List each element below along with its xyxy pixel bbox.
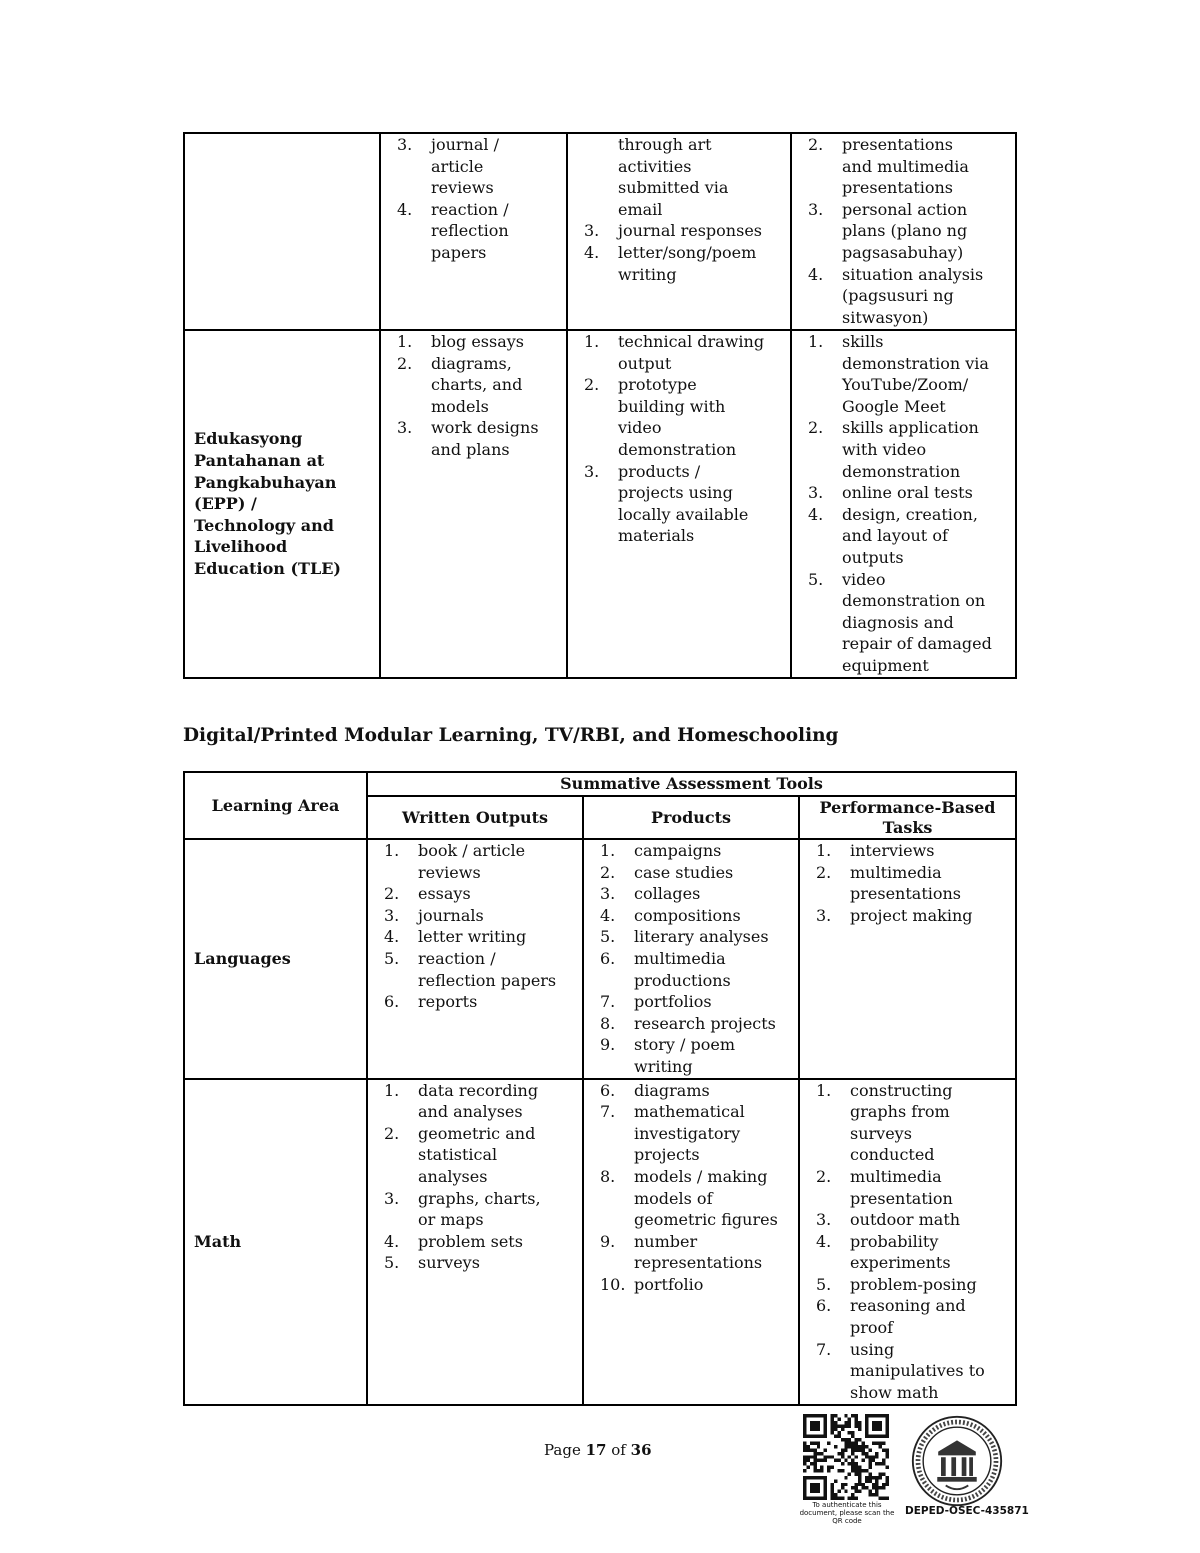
item-number: 9.	[600, 1035, 616, 1055]
item-number: 3.	[384, 905, 400, 925]
item-text-line: plans (plano ng	[842, 221, 968, 241]
item-text-line: multimedia	[634, 948, 726, 968]
list-item	[584, 862, 798, 884]
item-number: 3.	[816, 905, 832, 925]
qr-code-icon[interactable]	[803, 1414, 889, 1500]
performance-tasks-cell	[799, 1079, 1016, 1405]
item-text-line: (pagsusuri ng	[842, 286, 954, 306]
item-number: 1.	[397, 332, 413, 351]
header-learning-area: Learning Area	[184, 772, 367, 839]
item-text-line: presentations	[842, 135, 954, 154]
item-text-line: and plans	[431, 439, 510, 459]
list-item	[381, 331, 566, 353]
item-text-line: productions	[634, 970, 731, 990]
item-text-line: experiments	[850, 1253, 951, 1273]
item-text-line: prototype	[618, 375, 697, 395]
list-item	[368, 926, 582, 948]
list-item	[584, 991, 798, 1013]
item-text-line: analyses	[418, 1166, 488, 1186]
list-item	[584, 926, 798, 948]
item-text-line: presentations	[850, 884, 962, 904]
item-text-line: reasoning and	[850, 1296, 966, 1316]
section-heading: Digital/Printed Modular Learning, TV/RBI, and Homeschooling	[183, 725, 839, 746]
list-item	[568, 220, 790, 242]
list-item	[584, 1080, 798, 1102]
list-item	[584, 1013, 798, 1035]
item-number: 2.	[584, 375, 600, 395]
learning-area-languages: Languages	[184, 839, 367, 1079]
item-text-line: interviews	[850, 841, 935, 860]
item-text-line: outputs	[842, 547, 904, 567]
item-number: 1.	[816, 841, 832, 860]
written-outputs-cell	[367, 839, 583, 1079]
item-text-line: probability	[850, 1231, 939, 1251]
item-text-line: blog essays	[431, 332, 524, 351]
item-text-line: skills application	[842, 418, 979, 438]
list-item	[381, 417, 566, 460]
list-item	[568, 242, 790, 285]
list-item	[368, 1080, 582, 1123]
document-code: DEPED-OSEC-435871	[905, 1505, 1029, 1517]
item-text-line: work designs	[431, 418, 539, 438]
list-item	[584, 948, 798, 991]
item-text-line: diagrams	[634, 1080, 710, 1100]
item-text-line: graphs from	[850, 1102, 950, 1122]
list-item	[800, 1274, 1015, 1296]
item-text-line: Google Meet	[842, 396, 946, 416]
item-text-line: skills	[842, 332, 884, 351]
list-item	[584, 840, 798, 862]
item-text-line: materials	[618, 526, 695, 546]
item-text-line: technical drawing	[618, 332, 765, 351]
header-performance-tasks	[799, 796, 1016, 839]
item-number: 7.	[816, 1339, 832, 1359]
item-text-line: literary analyses	[634, 927, 769, 947]
item-text-line: presentations	[842, 178, 954, 198]
item-number: 5.	[384, 948, 400, 968]
item-text-line: demonstration	[842, 461, 961, 481]
products-cell	[567, 133, 791, 330]
text-line: Edukasyong	[194, 429, 303, 449]
item-text-line: article	[431, 156, 484, 176]
item-text-line: constructing	[850, 1080, 953, 1100]
item-text-line: geometric figures	[634, 1210, 778, 1230]
header-written-outputs: Written Outputs	[367, 796, 583, 839]
item-number: 4.	[584, 242, 600, 262]
list-item	[368, 1231, 582, 1253]
text-line: activities	[618, 156, 692, 176]
item-text-line: reviews	[431, 178, 494, 198]
text-line: Pangkabuhayan	[194, 472, 337, 492]
list-item	[568, 331, 790, 374]
list-item	[568, 461, 790, 547]
item-text-line: problem sets	[418, 1231, 523, 1251]
written-outputs-cell	[367, 1079, 583, 1405]
item-number: 1.	[600, 841, 616, 860]
item-text-line: video	[842, 569, 886, 589]
item-text-line: YouTube/Zoom/	[842, 375, 969, 395]
item-text-line: and multimedia	[842, 156, 969, 176]
item-text-line: surveys	[418, 1253, 480, 1273]
products-cell	[583, 1079, 799, 1405]
item-number: 6.	[600, 1080, 616, 1100]
item-number: 8.	[600, 1166, 616, 1186]
item-text-line: outdoor math	[850, 1210, 961, 1230]
item-text-line: locally available	[618, 504, 749, 524]
item-text-line: reaction /	[431, 199, 509, 219]
learning-area-math: Math	[184, 1079, 367, 1405]
item-text-line: portfolio	[634, 1274, 704, 1294]
item-number: 5.	[600, 927, 616, 947]
item-number: 2.	[808, 135, 824, 154]
item-number: 5.	[808, 569, 824, 589]
item-text-line: journal responses	[618, 221, 762, 241]
item-text-line: graphs, charts,	[418, 1188, 541, 1208]
item-text-line: compositions	[634, 905, 741, 925]
item-text-line: book / article	[418, 841, 526, 860]
header-products: Products	[583, 796, 799, 839]
list-item	[792, 264, 1015, 329]
item-text-line: letter writing	[418, 927, 527, 947]
list-item	[792, 504, 1015, 569]
item-number: 3.	[808, 199, 824, 219]
item-text-line: pagsasabuhay)	[842, 242, 964, 262]
item-text-line: or maps	[418, 1210, 484, 1230]
item-number: 6.	[384, 992, 400, 1012]
list-item	[584, 905, 798, 927]
item-text-line: story / poem	[634, 1035, 736, 1055]
item-number: 7.	[600, 1102, 616, 1122]
item-number: 3.	[600, 884, 616, 904]
item-text-line: reaction /	[418, 948, 496, 968]
item-number: 2.	[397, 353, 413, 373]
item-text-line: repair of damaged	[842, 634, 992, 654]
list-item	[792, 331, 1015, 417]
item-number: 5.	[816, 1274, 832, 1294]
list-item	[800, 840, 1015, 862]
page-number: Page 17 of 36	[544, 1441, 652, 1459]
list-item	[800, 905, 1015, 927]
text-line: through art	[618, 135, 712, 154]
continued-item	[568, 134, 790, 220]
item-text-line: geometric and	[418, 1123, 536, 1143]
list-item	[368, 840, 582, 883]
table-row	[184, 1079, 1016, 1405]
list-item	[800, 1295, 1015, 1338]
list-item	[792, 134, 1015, 199]
item-number: 1.	[384, 841, 400, 860]
item-text-line: journal /	[431, 135, 499, 154]
item-text-line: case studies	[634, 862, 734, 882]
list-item	[584, 1274, 798, 1296]
list-item	[368, 948, 582, 991]
item-text-line: writing	[618, 264, 677, 284]
item-text-line: equipment	[842, 655, 929, 675]
list-item	[368, 905, 582, 927]
item-text-line: statistical	[418, 1145, 498, 1165]
list-item	[792, 199, 1015, 264]
item-number: 2.	[808, 418, 824, 438]
written-outputs-cell	[380, 330, 567, 678]
item-text-line: reviews	[418, 862, 481, 882]
item-number: 2.	[384, 1123, 400, 1143]
item-text-line: multimedia	[850, 1166, 942, 1186]
item-text-line: reflection papers	[418, 970, 557, 990]
item-number: 3.	[584, 461, 600, 481]
item-text-line: demonstration	[618, 439, 737, 459]
list-item	[800, 862, 1015, 905]
item-text-line: situation analysis	[842, 264, 984, 284]
deped-seal-icon	[910, 1414, 1004, 1508]
performance-tasks-cell	[791, 133, 1016, 330]
list-item	[381, 353, 566, 418]
item-text-line: project making	[850, 905, 973, 925]
text-line: Pantahanan at	[194, 451, 325, 471]
products-cell	[567, 330, 791, 678]
item-text-line: models / making	[634, 1166, 768, 1186]
list-item	[584, 1034, 798, 1077]
written-outputs-cell	[380, 133, 567, 330]
list-item	[792, 482, 1015, 504]
item-number: 6.	[816, 1296, 832, 1316]
item-text-line: campaigns	[634, 841, 722, 860]
item-text-line: with video	[842, 439, 927, 459]
list-item	[792, 569, 1015, 677]
item-number: 3.	[384, 1188, 400, 1208]
item-number: 4.	[384, 1231, 400, 1251]
assessment-table-continued	[183, 132, 1017, 679]
text-line: email	[618, 199, 663, 219]
header-summative: Summative Assessment Tools	[367, 772, 1016, 796]
text-line: (EPP) /	[194, 494, 257, 514]
item-text-line: mathematical	[634, 1102, 745, 1122]
list-item	[368, 1188, 582, 1231]
list-item	[584, 883, 798, 905]
item-number: 9.	[600, 1231, 616, 1251]
item-text-line: problem-posing	[850, 1274, 977, 1294]
item-number: 1.	[808, 332, 824, 351]
text-line: Education (TLE)	[194, 558, 341, 578]
item-number: 4.	[808, 504, 824, 524]
list-item	[800, 1080, 1015, 1166]
item-number: 2.	[600, 862, 616, 882]
list-item	[568, 374, 790, 460]
item-text-line: projects	[634, 1145, 700, 1165]
list-item	[800, 1166, 1015, 1209]
summative-assessment-table	[183, 771, 1017, 1406]
products-cell	[583, 839, 799, 1079]
text-line: Livelihood	[194, 537, 288, 557]
item-text-line: essays	[418, 884, 471, 904]
item-number: 6.	[600, 948, 616, 968]
item-text-line: research projects	[634, 1013, 776, 1033]
learning-area-cell	[184, 133, 380, 330]
item-text-line: models of	[634, 1188, 713, 1208]
table-row	[184, 330, 1016, 678]
item-number: 3.	[397, 135, 413, 154]
item-text-line: models	[431, 396, 489, 416]
item-text-line: products /	[618, 461, 701, 481]
item-number: 5.	[384, 1253, 400, 1273]
header-row	[184, 772, 1016, 796]
item-text-line: demonstration via	[842, 353, 989, 373]
item-number: 2.	[816, 1166, 832, 1186]
item-text-line: presentation	[850, 1188, 953, 1208]
learning-area-epp-tle	[184, 330, 380, 678]
item-text-line: reflection	[431, 221, 509, 241]
item-number: 4.	[816, 1231, 832, 1251]
text-line: submitted via	[618, 178, 729, 198]
item-number: 4.	[384, 927, 400, 947]
item-text-line: demonstration on	[842, 591, 986, 611]
item-text-line: portfolios	[634, 992, 712, 1012]
item-text-line: charts, and	[431, 375, 523, 395]
performance-tasks-cell	[791, 330, 1016, 678]
list-item	[381, 199, 566, 264]
item-number: 4.	[808, 264, 824, 284]
item-number: 3.	[397, 418, 413, 438]
item-text-line: output	[618, 353, 672, 373]
item-number: 8.	[600, 1013, 616, 1033]
list-item	[584, 1101, 798, 1166]
item-text-line: investigatory	[634, 1123, 741, 1143]
list-item	[381, 134, 566, 199]
item-text-line: journals	[418, 905, 484, 925]
item-text-line: design, creation,	[842, 504, 978, 524]
item-text-line: papers	[431, 242, 487, 262]
text-line: Technology and	[194, 515, 334, 535]
text-line: Performance-Based	[819, 797, 996, 817]
item-text-line: video	[618, 418, 662, 438]
item-text-line: and analyses	[418, 1102, 523, 1122]
item-number: 2.	[384, 884, 400, 904]
item-text-line: representations	[634, 1253, 763, 1273]
item-number: 3.	[584, 221, 600, 241]
text-line: Tasks	[882, 817, 933, 837]
item-text-line: and layout of	[842, 526, 948, 546]
item-text-line: number	[634, 1231, 698, 1251]
performance-tasks-cell	[799, 839, 1016, 1079]
item-number: 3.	[808, 483, 824, 503]
list-item	[584, 1231, 798, 1274]
item-text-line: online oral tests	[842, 483, 973, 503]
item-text-line: data recording	[418, 1080, 539, 1100]
item-text-line: multimedia	[850, 862, 942, 882]
list-item	[800, 1339, 1015, 1404]
list-item	[800, 1231, 1015, 1274]
item-text-line: reports	[418, 992, 478, 1012]
item-text-line: collages	[634, 884, 701, 904]
item-number: 2.	[816, 862, 832, 882]
item-number: 7.	[600, 992, 616, 1012]
table-row	[184, 839, 1016, 1079]
list-item	[368, 1123, 582, 1188]
item-number: 3.	[816, 1210, 832, 1230]
item-number: 4.	[600, 905, 616, 925]
list-item	[368, 991, 582, 1013]
list-item	[368, 883, 582, 905]
item-text-line: writing	[634, 1056, 693, 1076]
item-text-line: proof	[850, 1318, 894, 1338]
item-number: 4.	[397, 199, 413, 219]
item-text-line: conducted	[850, 1145, 935, 1165]
item-text-line: show math	[850, 1382, 939, 1402]
item-text-line: surveys	[850, 1123, 912, 1143]
item-text-line: sitwasyon)	[842, 307, 929, 327]
list-item	[800, 1209, 1015, 1231]
item-text-line: diagrams,	[431, 353, 512, 373]
item-number: 1.	[816, 1080, 832, 1100]
item-number: 1.	[384, 1080, 400, 1100]
item-text-line: manipulatives to	[850, 1361, 985, 1381]
item-text-line: building with	[618, 396, 726, 416]
item-text-line: projects using	[618, 483, 733, 503]
item-text-line: letter/song/poem	[618, 242, 757, 262]
item-number: 10.	[600, 1274, 626, 1294]
list-item	[584, 1166, 798, 1231]
item-text-line: personal action	[842, 199, 968, 219]
item-text-line: diagnosis and	[842, 612, 954, 632]
qr-caption: To authenticate this document, please scan the QR code	[799, 1501, 895, 1525]
item-number: 1.	[584, 332, 600, 351]
list-item	[792, 417, 1015, 482]
list-item	[368, 1252, 582, 1274]
table-row	[184, 133, 1016, 330]
item-text-line: using	[850, 1339, 895, 1359]
